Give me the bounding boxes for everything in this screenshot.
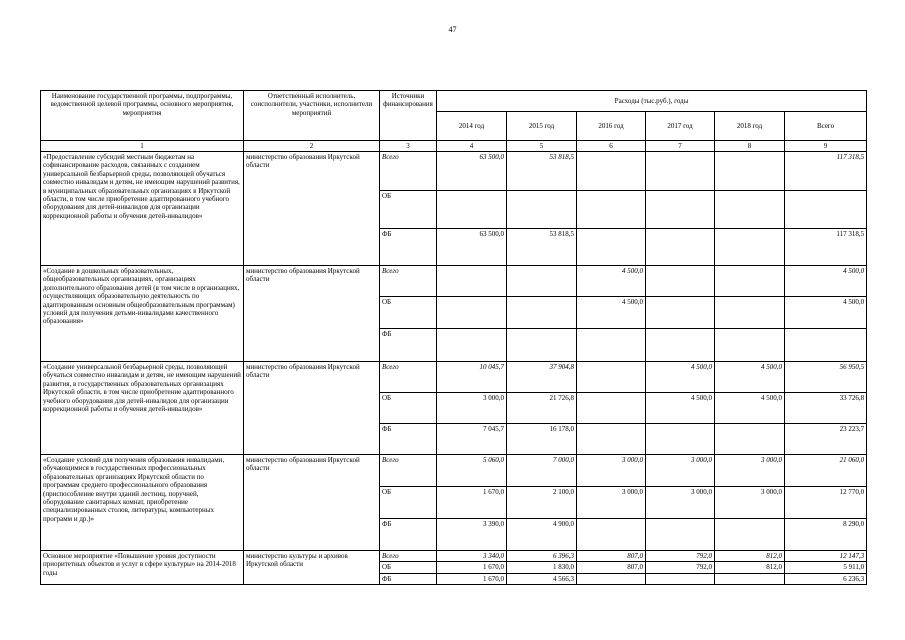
column-number: 8 [715,141,785,152]
column-number: 9 [785,141,867,152]
table-row [41,152,867,191]
expense-value: 117 318,5 [785,152,867,191]
expense-value [785,191,867,229]
header-year: 2014 год [437,112,507,141]
expense-value [577,362,646,393]
expense-value [437,329,507,362]
expense-value [715,329,785,362]
expense-value [507,329,577,362]
expense-value: 1 830,0 [507,562,577,573]
expense-value: 37 904,8 [507,362,577,393]
expense-value: 10 045,7 [437,362,507,393]
expense-value: 4 900,0 [507,519,577,551]
expense-value: 4 500,0 [577,266,646,297]
funding-source: ФБ [380,573,437,584]
funding-source: ФБ [380,519,437,551]
expense-value [577,329,646,362]
expense-value: 53 818,5 [507,152,577,191]
activity-name: «Создание условий для получения образования инвалидами, обучающимися в государственных профессиональных образовательных организациях Иркутской области по программам среднего профессионального образования (приспособление внутри зданий лестниц, поручней, оборудование санитарных комнат, приобретение специализированных столов, литературы, компьютерных программ и др.)» [41,455,244,551]
expense-value: 21 060,0 [785,455,867,487]
expense-value [646,191,715,229]
expense-value: 5 060,0 [437,455,507,487]
activity-name: «Создание универсальной безбарьерной среды, позволяющей обучаться совместно инвалидам и детям, не имеющим нарушений развития, в государственных образовательных организациях Иркутской области, в том числе приобретение адаптированного учебного оборудования для детей-инвалидов для организации коррекционной работы и обучения детей-инвалидов» [41,362,244,455]
header-name: Наименование государственной программы, подпрограммы, ведомственной целевой программы, основного мероприятия, мероприятия [41,91,244,141]
activity-name: «Создание в дошкольных образовательных, общеобразовательных организациях, организациях дополнительного образования детей (в том числе в организациях, осуществляющих образовательную деятельность по адаптированным основным общеобразовательным программам) условий для получения детьми-инвалидами качественного образования» [41,266,244,362]
funding-source: ФБ [380,229,437,266]
expense-value [577,393,646,424]
expense-value: 33 726,8 [785,393,867,424]
table-body [41,152,867,585]
expense-value: 117 318,5 [785,229,867,266]
expense-value: 56 950,5 [785,362,867,393]
expense-value: 3 000,0 [646,455,715,487]
funding-source: Всего [380,266,437,297]
funding-source: Всего [380,455,437,487]
activity-name: «Предоставление субсидий местным бюджетам на софинансирование расходов, связанных с созданием универсальной безбарьерной среды, позволяющей обучаться совместно инвалидам и детям, не имеющим нарушений развития, в муниципальных образовательных организациях в Иркутской области, в том числе приобретение адаптированного учебного оборудования для детей-инвалидов для организации коррекционной работы и обучения детей-инвалидов» [41,152,244,266]
expense-value [646,573,715,584]
expense-value: 12 770,0 [785,487,867,519]
expense-value: 3 000,0 [646,487,715,519]
table-row [41,362,867,393]
funding-source: Всего [380,362,437,393]
expense-value [715,297,785,329]
expense-value [507,297,577,329]
expense-value: 1 670,0 [437,573,507,584]
expense-value [577,191,646,229]
expense-value: 23 223,7 [785,424,867,455]
expense-value [646,266,715,297]
expense-value: 21 726,8 [507,393,577,424]
expense-value: 4 500,0 [577,297,646,329]
header-expenses: Расходы (тыс.руб.), годы [437,91,867,112]
funding-source: Всего [380,152,437,191]
expense-value: 812,0 [715,551,785,562]
expense-value: 4 500,0 [785,297,867,329]
header-year: 2016 год [577,112,646,141]
funding-source: Всего [380,551,437,562]
expense-value [577,519,646,551]
expense-value [507,266,577,297]
header-responsible: Ответственный исполнитель, соисполнители, участники, исполнители мероприятий [244,91,380,141]
expense-value [646,424,715,455]
responsible-executor: министерство образования Иркутской области [244,362,380,455]
header-source: Источники финансирования [380,91,437,141]
expense-value: 8 290,0 [785,519,867,551]
expense-value: 2 100,0 [507,487,577,519]
expense-value: 3 000,0 [715,455,785,487]
expense-value [437,191,507,229]
funding-source: ОБ [380,297,437,329]
expense-value: 16 178,0 [507,424,577,455]
funding-source: ОБ [380,562,437,573]
expense-value [646,297,715,329]
expense-value: 63 500,0 [437,152,507,191]
column-number: 5 [507,141,577,152]
expense-value: 4 500,0 [646,393,715,424]
expense-value: 4 566,3 [507,573,577,584]
table-row [41,551,867,562]
responsible-executor: министерство образования Иркутской области [244,152,380,266]
responsible-executor: министерство образования Иркутской области [244,455,380,551]
expense-value: 7 000,0 [507,455,577,487]
expense-value: 3 340,0 [437,551,507,562]
header-year: 2017 год [646,112,715,141]
expense-value [715,519,785,551]
expense-value: 4 500,0 [785,266,867,297]
expense-value [646,519,715,551]
expense-value: 807,0 [577,562,646,573]
expense-value [437,297,507,329]
expense-value [715,191,785,229]
expense-value [715,229,785,266]
expense-value: 3 000,0 [577,487,646,519]
expense-value: 6 236,3 [785,573,867,584]
expense-value: 53 818,5 [507,229,577,266]
column-number: 4 [437,141,507,152]
header-total: Всего [785,112,867,141]
funding-source: ФБ [380,424,437,455]
expense-value: 3 000,0 [577,455,646,487]
header-year: 2018 год [715,112,785,141]
expense-value [577,424,646,455]
expense-value: 807,0 [577,551,646,562]
expense-value [646,152,715,191]
expense-value: 6 396,3 [507,551,577,562]
expense-value [715,152,785,191]
expense-value: 1 670,0 [437,562,507,573]
expenses-table [40,90,867,585]
expense-value [715,424,785,455]
expense-value: 4 500,0 [715,362,785,393]
column-number: 1 [41,141,244,152]
funding-source: ОБ [380,191,437,229]
expense-value: 792,0 [646,562,715,573]
expense-value: 792,0 [646,551,715,562]
expense-value [646,229,715,266]
column-number: 7 [646,141,715,152]
column-number: 3 [380,141,437,152]
funding-source: ОБ [380,487,437,519]
expense-value [646,329,715,362]
expense-value [715,266,785,297]
expense-value: 63 500,0 [437,229,507,266]
expense-value [577,229,646,266]
expense-value [577,152,646,191]
expense-value [577,573,646,584]
expense-value: 12 147,3 [785,551,867,562]
expense-value: 3 000,0 [715,487,785,519]
activity-name: Основное мероприятие «Повышение уровня доступности приоритетных объектов и услуг в сфере культуры» на 2014-2018 годы [41,551,244,585]
expense-value [507,191,577,229]
expense-value: 812,0 [715,562,785,573]
column-number: 6 [577,141,646,152]
column-number: 2 [244,141,380,152]
expense-value [437,266,507,297]
header-year: 2015 год [507,112,577,141]
expense-value: 3 390,0 [437,519,507,551]
funding-source: ФБ [380,329,437,362]
expense-value [715,573,785,584]
expense-value: 4 500,0 [646,362,715,393]
table-row [41,266,867,297]
expense-value: 5 911,0 [785,562,867,573]
expense-value: 7 045,7 [437,424,507,455]
column-numbers-row [41,141,867,152]
expense-value: 4 500,0 [715,393,785,424]
expense-value: 1 670,0 [437,487,507,519]
responsible-executor: министерство культуры и архивов Иркутской области [244,551,380,585]
responsible-executor: министерство образования Иркутской области [244,266,380,362]
table-row [41,455,867,487]
funding-source: ОБ [380,393,437,424]
expense-value: 3 000,0 [437,393,507,424]
expense-value [785,329,867,362]
page-number: 47 [448,25,457,34]
